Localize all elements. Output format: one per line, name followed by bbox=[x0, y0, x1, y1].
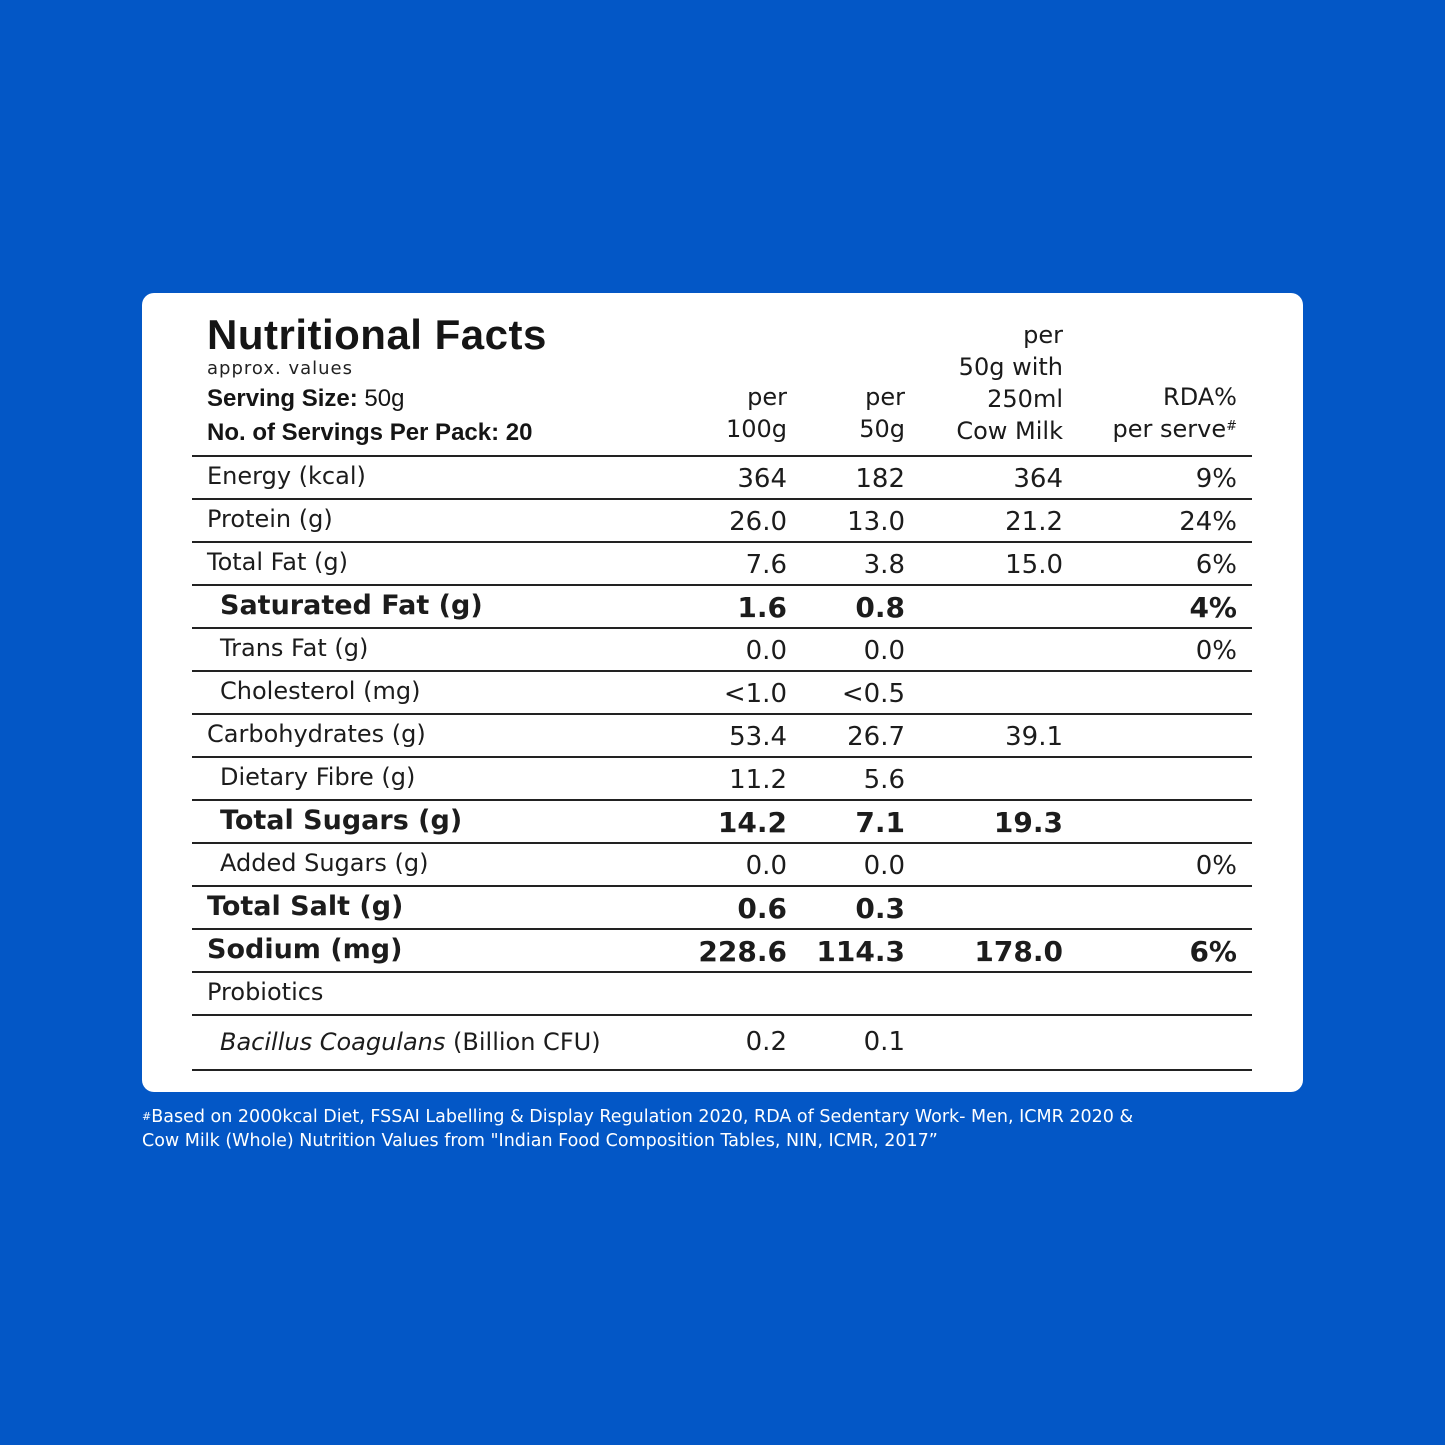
value-per-100g: 53.4 bbox=[729, 722, 787, 752]
column-header-line: 50g with bbox=[958, 353, 1063, 381]
value-per-100g: <1.0 bbox=[723, 679, 787, 709]
row-label: Saturated Fat (g) bbox=[220, 590, 483, 621]
column-header-line: per bbox=[747, 383, 787, 411]
table-row bbox=[192, 457, 1252, 500]
table-row bbox=[192, 758, 1252, 801]
value-with-milk: 178.0 bbox=[974, 935, 1063, 968]
value-per-50g: 7.1 bbox=[855, 806, 905, 839]
column-header-per-50g bbox=[859, 381, 905, 445]
value-per-50g: 0.1 bbox=[863, 1027, 905, 1057]
value-with-milk: 19.3 bbox=[993, 806, 1063, 839]
value-per-50g: 0.0 bbox=[863, 636, 905, 666]
row-label: Total Sugars (g) bbox=[220, 805, 463, 836]
value-rda: 6% bbox=[1189, 935, 1237, 968]
column-header-line: RDA% bbox=[1163, 383, 1237, 411]
value-per-50g: 182 bbox=[855, 464, 905, 494]
value-per-50g: 26.7 bbox=[847, 722, 905, 752]
row-label: Sodium (mg) bbox=[207, 934, 403, 965]
value-per-100g: 7.6 bbox=[745, 550, 787, 580]
column-header-line: 100g bbox=[725, 415, 787, 443]
column-header-line: Cow Milk bbox=[956, 417, 1063, 445]
column-header-with-milk bbox=[956, 319, 1063, 447]
column-header-line: per bbox=[1023, 321, 1063, 349]
row-label: Cholesterol (mg) bbox=[220, 677, 421, 705]
value-per-100g: 26.0 bbox=[729, 507, 787, 537]
value-per-50g: 13.0 bbox=[847, 507, 905, 537]
footnote-line: Cow Milk (Whole) Nutrition Values from "Indian Food Composition Tables, NIN, ICMR, 2017” bbox=[142, 1131, 938, 1151]
value-rda: 4% bbox=[1189, 591, 1237, 624]
nutrition-card bbox=[142, 293, 1303, 1092]
nutrition-table bbox=[192, 455, 1252, 1071]
table-row bbox=[192, 672, 1252, 715]
column-header-rda bbox=[1112, 381, 1237, 445]
table-row bbox=[192, 844, 1252, 887]
table-row bbox=[192, 887, 1252, 930]
value-rda: 9% bbox=[1195, 464, 1237, 494]
value-rda: 24% bbox=[1179, 507, 1237, 537]
value-with-milk: 39.1 bbox=[1005, 722, 1063, 752]
value-per-100g: 364 bbox=[737, 464, 787, 494]
value-per-50g: 0.3 bbox=[855, 892, 905, 925]
footnote bbox=[142, 1105, 1282, 1153]
row-label-unit: (Billion CFU) bbox=[445, 1028, 601, 1056]
value-rda: 0% bbox=[1195, 851, 1237, 881]
row-label: Added Sugars (g) bbox=[220, 849, 429, 877]
value-with-milk: 15.0 bbox=[1005, 550, 1063, 580]
table-header bbox=[142, 293, 1303, 455]
value-per-50g: 114.3 bbox=[816, 935, 905, 968]
value-per-100g: 1.6 bbox=[737, 591, 787, 624]
value-rda: 6% bbox=[1195, 550, 1237, 580]
row-label: Dietary Fibre (g) bbox=[220, 763, 416, 791]
value-per-50g: <0.5 bbox=[841, 679, 905, 709]
table-row bbox=[192, 801, 1252, 844]
row-label: Energy (kcal) bbox=[207, 462, 366, 490]
table-row bbox=[192, 543, 1252, 586]
value-per-50g: 5.6 bbox=[863, 765, 905, 795]
row-label: Protein (g) bbox=[207, 505, 333, 533]
value-per-50g: 0.8 bbox=[855, 591, 905, 624]
table-row bbox=[192, 715, 1252, 758]
page-title: Nutritional Facts bbox=[207, 311, 547, 358]
value-per-100g: 11.2 bbox=[729, 765, 787, 795]
subtitle: approx. values bbox=[207, 358, 353, 379]
value-per-50g: 3.8 bbox=[863, 550, 905, 580]
column-header-line: 50g bbox=[859, 415, 905, 443]
value-rda: 0% bbox=[1195, 636, 1237, 666]
column-header-line: per bbox=[865, 383, 905, 411]
table-row bbox=[192, 930, 1252, 973]
table-row bbox=[192, 629, 1252, 672]
row-label: Carbohydrates (g) bbox=[207, 720, 426, 748]
row-label bbox=[220, 1016, 601, 1069]
row-label: Total Salt (g) bbox=[207, 891, 404, 922]
serving-size bbox=[207, 385, 404, 413]
row-label: Probiotics bbox=[207, 978, 324, 1006]
value-with-milk: 21.2 bbox=[1005, 507, 1063, 537]
table-row bbox=[192, 500, 1252, 543]
table-row bbox=[192, 1016, 1252, 1071]
serving-size-label: Serving Size: bbox=[207, 385, 358, 412]
column-header-text: per serve bbox=[1112, 415, 1227, 443]
value-per-100g: 0.2 bbox=[745, 1027, 787, 1057]
column-header-line: 250ml bbox=[987, 385, 1063, 413]
column-header-per-100g bbox=[726, 381, 787, 445]
value-per-100g: 0.0 bbox=[745, 851, 787, 881]
column-header-line bbox=[1112, 413, 1237, 445]
value-per-100g: 0.6 bbox=[737, 892, 787, 925]
footnote-line bbox=[142, 1105, 1282, 1129]
serving-size-value: 50g bbox=[357, 385, 405, 412]
value-per-50g: 0.0 bbox=[863, 851, 905, 881]
table-row bbox=[192, 586, 1252, 629]
table-row bbox=[192, 973, 1252, 1016]
row-label: Trans Fat (g) bbox=[220, 634, 369, 662]
row-label-italic: Bacillus Coagulans bbox=[220, 1028, 446, 1056]
row-label: Total Fat (g) bbox=[207, 548, 348, 576]
value-per-100g: 14.2 bbox=[717, 806, 787, 839]
footnote-marker: # bbox=[1226, 419, 1237, 434]
footnote-text: Based on 2000kcal Diet, FSSAI Labelling & Display Regulation 2020, RDA of Sedentary Work- Men, ICMR 2020 & bbox=[151, 1107, 1134, 1127]
value-per-100g: 228.6 bbox=[698, 935, 787, 968]
value-with-milk: 364 bbox=[1013, 464, 1063, 494]
footnote-marker: # bbox=[142, 1110, 152, 1123]
value-per-100g: 0.0 bbox=[745, 636, 787, 666]
servings-per-pack: No. of Servings Per Pack: 20 bbox=[207, 419, 533, 446]
